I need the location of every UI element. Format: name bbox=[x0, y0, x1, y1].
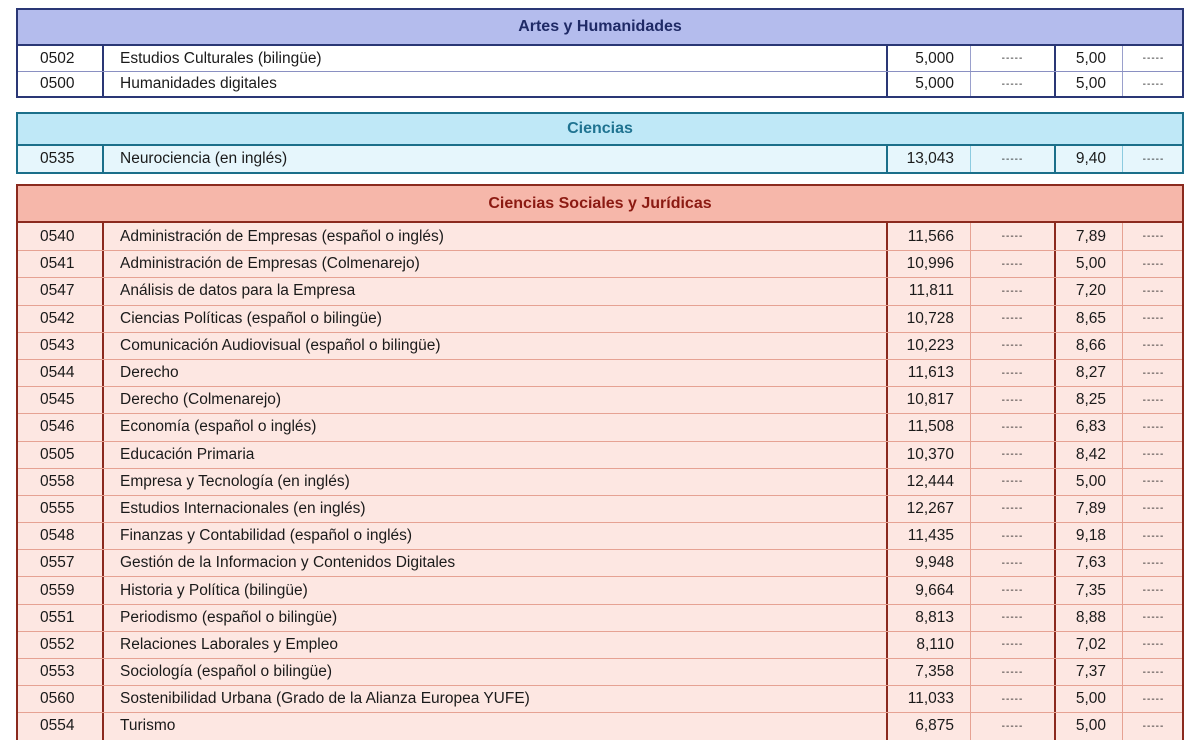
cutoff-score-2: 8,88 bbox=[1054, 605, 1122, 631]
degree-name: Administración de Empresas (español o inglés) bbox=[102, 223, 886, 250]
degree-code: 0502 bbox=[40, 49, 75, 67]
degree-code: 0542 bbox=[40, 309, 75, 327]
degree-name: Empresa y Tecnología (en inglés) bbox=[102, 469, 886, 495]
table-row bbox=[18, 46, 1182, 71]
placeholder-dash-2: ----- bbox=[1122, 46, 1184, 71]
cutoff-score-1: 12,444 bbox=[886, 469, 970, 495]
table-row bbox=[18, 658, 1182, 685]
placeholder-dash-1: ----- bbox=[970, 577, 1054, 603]
placeholder-dash-1: ----- bbox=[970, 146, 1054, 172]
degree-name: Estudios Culturales (bilingüe) bbox=[102, 46, 886, 71]
cutoff-score-1: 11,508 bbox=[886, 414, 970, 440]
placeholder-dash-1: ----- bbox=[970, 632, 1054, 658]
placeholder-dash-2: ----- bbox=[1122, 659, 1184, 685]
cutoff-score-1: 6,875 bbox=[886, 713, 970, 739]
section-title: Ciencias Sociales y Jurídicas bbox=[18, 186, 1182, 223]
table-row bbox=[18, 359, 1182, 386]
placeholder-dash-2: ----- bbox=[1122, 442, 1184, 468]
placeholder-dash-1: ----- bbox=[970, 523, 1054, 549]
cutoff-score-1: 8,110 bbox=[886, 632, 970, 658]
cutoff-score-2: 5,00 bbox=[1054, 686, 1122, 712]
table-row bbox=[18, 495, 1182, 522]
degree-code: 0560 bbox=[40, 690, 75, 708]
degree-name: Humanidades digitales bbox=[102, 72, 886, 96]
degree-code: 0546 bbox=[40, 418, 75, 436]
degree-name: Finanzas y Contabilidad (español o inglés) bbox=[102, 523, 886, 549]
cutoff-score-2: 7,63 bbox=[1054, 550, 1122, 576]
table-row bbox=[18, 712, 1182, 739]
degree-name: Neurociencia (en inglés) bbox=[102, 146, 886, 172]
placeholder-dash-1: ----- bbox=[970, 46, 1054, 71]
degree-code: 0500 bbox=[40, 75, 75, 92]
placeholder-dash-1: ----- bbox=[970, 251, 1054, 277]
section-ciencias-sociales-juridicas bbox=[16, 184, 1184, 740]
table-row bbox=[18, 146, 1182, 172]
section-rows bbox=[18, 46, 1182, 96]
degree-name: Estudios Internacionales (en inglés) bbox=[102, 496, 886, 522]
placeholder-dash-1: ----- bbox=[970, 550, 1054, 576]
degree-name: Análisis de datos para la Empresa bbox=[102, 278, 886, 304]
degree-name: Relaciones Laborales y Empleo bbox=[102, 632, 886, 658]
table-row bbox=[18, 576, 1182, 603]
placeholder-dash-1: ----- bbox=[970, 360, 1054, 386]
placeholder-dash-2: ----- bbox=[1122, 387, 1184, 413]
table-row bbox=[18, 685, 1182, 712]
cutoff-score-2: 5,00 bbox=[1054, 713, 1122, 739]
section-title: Ciencias bbox=[18, 114, 1182, 146]
table-row bbox=[18, 305, 1182, 332]
placeholder-dash-2: ----- bbox=[1122, 577, 1184, 603]
placeholder-dash-2: ----- bbox=[1122, 146, 1184, 172]
table-row bbox=[18, 522, 1182, 549]
cutoff-score-1: 11,566 bbox=[886, 223, 970, 250]
placeholder-dash-2: ----- bbox=[1122, 223, 1184, 250]
cutoff-score-2: 7,20 bbox=[1054, 278, 1122, 304]
placeholder-dash-1: ----- bbox=[970, 686, 1054, 712]
placeholder-dash-1: ----- bbox=[970, 496, 1054, 522]
cutoff-score-1: 10,223 bbox=[886, 333, 970, 359]
cutoff-score-1: 11,613 bbox=[886, 360, 970, 386]
cutoff-score-1: 10,996 bbox=[886, 251, 970, 277]
placeholder-dash-2: ----- bbox=[1122, 251, 1184, 277]
placeholder-dash-2: ----- bbox=[1122, 306, 1184, 332]
degree-code: 0543 bbox=[40, 336, 75, 354]
cutoff-score-2: 6,83 bbox=[1054, 414, 1122, 440]
degree-code: 0541 bbox=[40, 255, 75, 273]
placeholder-dash-1: ----- bbox=[970, 387, 1054, 413]
degree-code: 0557 bbox=[40, 554, 75, 572]
cutoff-score-1: 10,817 bbox=[886, 387, 970, 413]
cutoff-score-1: 11,811 bbox=[886, 278, 970, 304]
table-row bbox=[18, 413, 1182, 440]
cutoff-score-1: 12,267 bbox=[886, 496, 970, 522]
table-row bbox=[18, 250, 1182, 277]
cutoff-score-2: 8,42 bbox=[1054, 442, 1122, 468]
cutoff-score-2: 8,27 bbox=[1054, 360, 1122, 386]
placeholder-dash-2: ----- bbox=[1122, 278, 1184, 304]
cutoff-score-2: 7,35 bbox=[1054, 577, 1122, 603]
placeholder-dash-2: ----- bbox=[1122, 632, 1184, 658]
degree-code: 0505 bbox=[40, 445, 75, 463]
placeholder-dash-1: ----- bbox=[970, 72, 1054, 96]
table-row bbox=[18, 332, 1182, 359]
placeholder-dash-2: ----- bbox=[1122, 469, 1184, 495]
placeholder-dash-2: ----- bbox=[1122, 414, 1184, 440]
placeholder-dash-2: ----- bbox=[1122, 686, 1184, 712]
degree-code: 0551 bbox=[40, 608, 75, 626]
placeholder-dash-1: ----- bbox=[970, 469, 1054, 495]
placeholder-dash-2: ----- bbox=[1122, 496, 1184, 522]
degree-code: 0555 bbox=[40, 499, 75, 517]
placeholder-dash-2: ----- bbox=[1122, 360, 1184, 386]
placeholder-dash-1: ----- bbox=[970, 278, 1054, 304]
placeholder-dash-2: ----- bbox=[1122, 605, 1184, 631]
degree-code: 0547 bbox=[40, 282, 75, 300]
section-artes-humanidades bbox=[16, 8, 1184, 98]
degree-name: Educación Primaria bbox=[102, 442, 886, 468]
degree-code: 0548 bbox=[40, 527, 75, 545]
cutoff-score-1: 9,664 bbox=[886, 577, 970, 603]
cutoff-score-1: 7,358 bbox=[886, 659, 970, 685]
degree-name: Turismo bbox=[102, 713, 886, 739]
cutoff-score-2: 5,00 bbox=[1054, 46, 1122, 71]
placeholder-dash-2: ----- bbox=[1122, 550, 1184, 576]
placeholder-dash-1: ----- bbox=[970, 306, 1054, 332]
table-row bbox=[18, 71, 1182, 96]
table-row bbox=[18, 604, 1182, 631]
cutoff-score-2: 8,25 bbox=[1054, 387, 1122, 413]
degree-name: Comunicación Audiovisual (español o bilingüe) bbox=[102, 333, 886, 359]
degree-name: Ciencias Políticas (español o bilingüe) bbox=[102, 306, 886, 332]
table-row bbox=[18, 277, 1182, 304]
placeholder-dash-2: ----- bbox=[1122, 333, 1184, 359]
degree-name: Historia y Política (bilingüe) bbox=[102, 577, 886, 603]
table-row bbox=[18, 468, 1182, 495]
cutoff-score-1: 11,435 bbox=[886, 523, 970, 549]
section-title: Artes y Humanidades bbox=[18, 10, 1182, 46]
degree-code: 0540 bbox=[40, 227, 75, 245]
cutoff-score-2: 7,89 bbox=[1054, 496, 1122, 522]
section-rows bbox=[18, 146, 1182, 172]
degree-code: 0552 bbox=[40, 635, 75, 653]
placeholder-dash-1: ----- bbox=[970, 713, 1054, 739]
placeholder-dash-2: ----- bbox=[1122, 713, 1184, 739]
degree-code: 0535 bbox=[40, 150, 75, 167]
degree-name: Administración de Empresas (Colmenarejo) bbox=[102, 251, 886, 277]
degree-name: Derecho bbox=[102, 360, 886, 386]
cutoff-score-2: 8,66 bbox=[1054, 333, 1122, 359]
degree-code: 0554 bbox=[40, 717, 75, 735]
cutoff-score-1: 9,948 bbox=[886, 550, 970, 576]
degree-name: Economía (español o inglés) bbox=[102, 414, 886, 440]
degree-name: Gestión de la Informacion y Contenidos Digitales bbox=[102, 550, 886, 576]
cutoff-score-2: 5,00 bbox=[1054, 251, 1122, 277]
degree-code: 0559 bbox=[40, 581, 75, 599]
section-rows bbox=[18, 223, 1182, 740]
placeholder-dash-1: ----- bbox=[970, 605, 1054, 631]
cutoff-score-1: 13,043 bbox=[886, 146, 970, 172]
cutoff-score-2: 9,18 bbox=[1054, 523, 1122, 549]
placeholder-dash-1: ----- bbox=[970, 333, 1054, 359]
cutoff-score-1: 8,813 bbox=[886, 605, 970, 631]
placeholder-dash-1: ----- bbox=[970, 442, 1054, 468]
degree-name: Derecho (Colmenarejo) bbox=[102, 387, 886, 413]
cutoff-score-2: 9,40 bbox=[1054, 146, 1122, 172]
cutoff-score-1: 10,370 bbox=[886, 442, 970, 468]
section-ciencias bbox=[16, 112, 1184, 174]
degree-code: 0544 bbox=[40, 364, 75, 382]
cutoff-score-1: 11,033 bbox=[886, 686, 970, 712]
cutoff-score-2: 7,89 bbox=[1054, 223, 1122, 250]
degree-name: Sostenibilidad Urbana (Grado de la Alianza Europea YUFE) bbox=[102, 686, 886, 712]
placeholder-dash-1: ----- bbox=[970, 414, 1054, 440]
placeholder-dash-2: ----- bbox=[1122, 72, 1184, 96]
degree-code: 0558 bbox=[40, 472, 75, 490]
degree-code: 0545 bbox=[40, 391, 75, 409]
cutoff-score-2: 5,00 bbox=[1054, 469, 1122, 495]
degree-name: Sociología (español o bilingüe) bbox=[102, 659, 886, 685]
cutoff-score-2: 8,65 bbox=[1054, 306, 1122, 332]
table-row bbox=[18, 549, 1182, 576]
cutoff-score-2: 5,00 bbox=[1054, 72, 1122, 96]
placeholder-dash-1: ----- bbox=[970, 223, 1054, 250]
degree-name: Periodismo (español o bilingüe) bbox=[102, 605, 886, 631]
placeholder-dash-2: ----- bbox=[1122, 523, 1184, 549]
cutoff-score-2: 7,02 bbox=[1054, 632, 1122, 658]
cutoff-score-1: 10,728 bbox=[886, 306, 970, 332]
cutoff-score-2: 7,37 bbox=[1054, 659, 1122, 685]
table-row bbox=[18, 386, 1182, 413]
cutoff-score-1: 5,000 bbox=[886, 46, 970, 71]
placeholder-dash-1: ----- bbox=[970, 659, 1054, 685]
table-row bbox=[18, 631, 1182, 658]
degree-code: 0553 bbox=[40, 663, 75, 681]
table-row bbox=[18, 441, 1182, 468]
table-row bbox=[18, 223, 1182, 250]
cutoff-score-1: 5,000 bbox=[886, 72, 970, 96]
